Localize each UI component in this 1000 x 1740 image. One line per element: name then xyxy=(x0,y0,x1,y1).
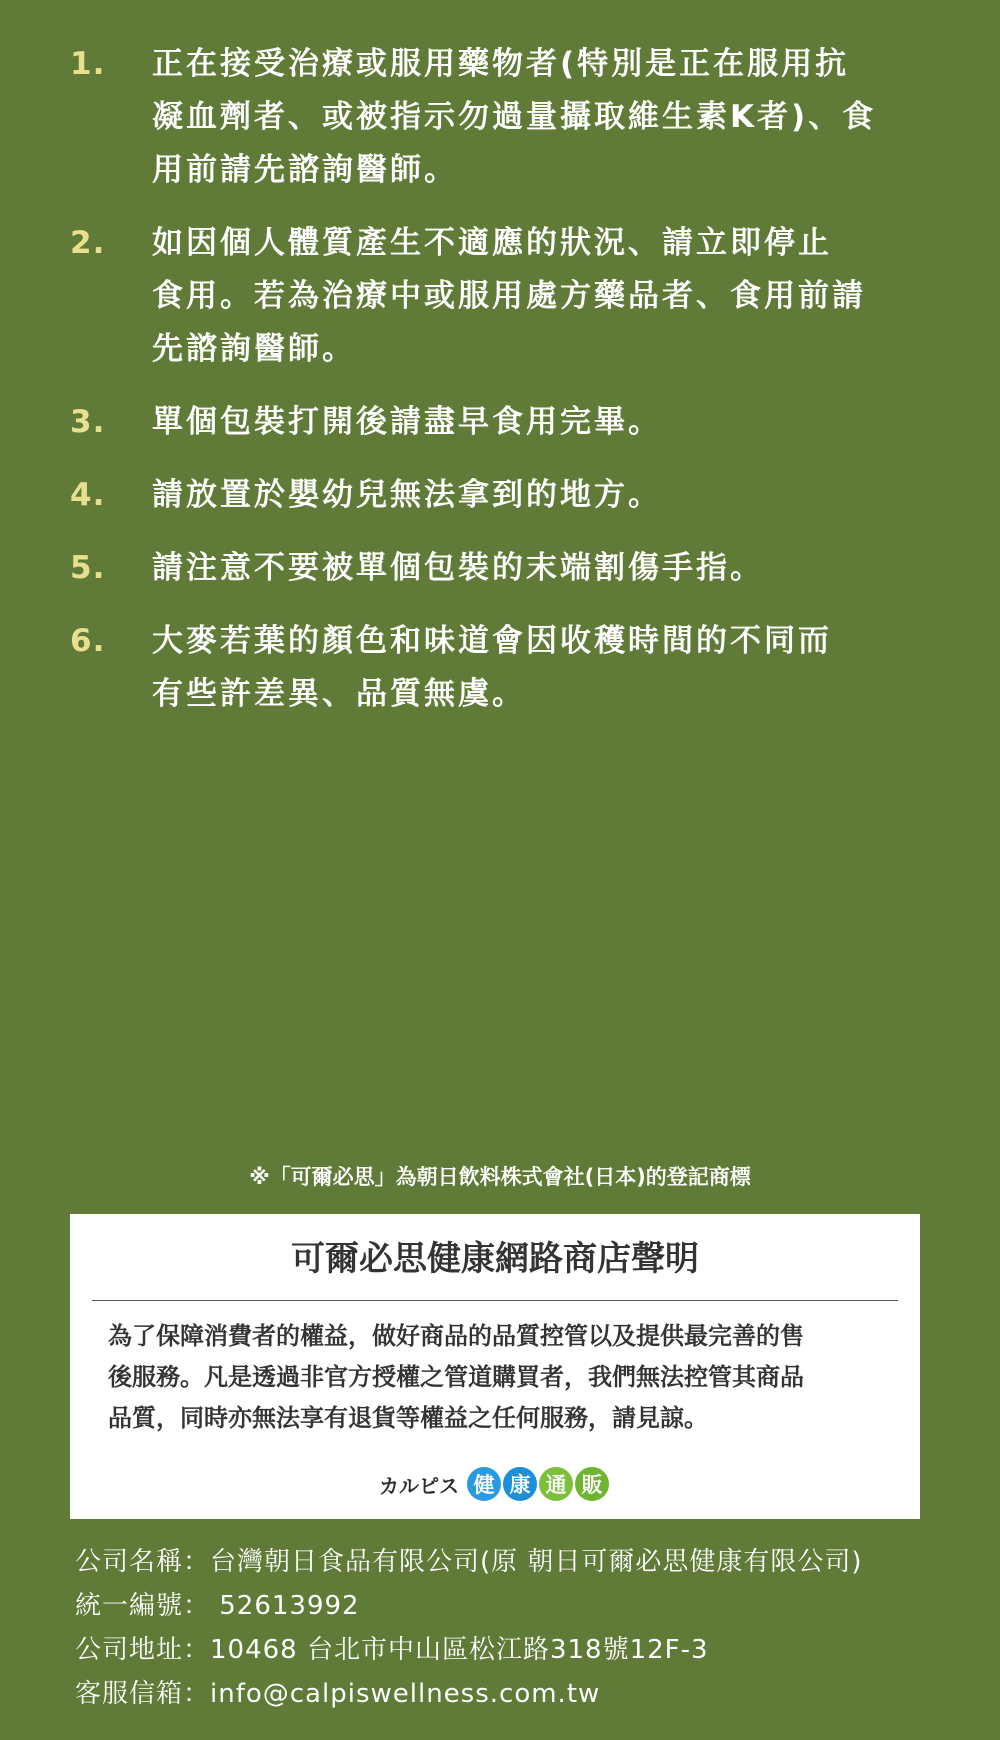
company-name: 公司名稱：台灣朝日食品有限公司(原 朝日可爾必思健康有限公司) xyxy=(75,1547,863,1577)
precaution-text: 正在接受治療或服用藥物者(特別是正在服用抗 凝血劑者、或被指示勿過量攝取維生素K者)、食 用前請先諮詢醫師。 xyxy=(152,46,877,188)
precaution-number: 1. xyxy=(70,46,106,82)
brand-logo-name: カルピス xyxy=(379,1473,459,1498)
precaution-text: 請放置於嬰幼兒無法拿到的地方。 xyxy=(152,477,662,513)
precaution-item xyxy=(70,615,930,721)
precaution-number: 3. xyxy=(70,404,106,440)
tax-id: 統一編號： 52613992 xyxy=(75,1591,360,1621)
brand-logo-char: 健 xyxy=(465,1465,503,1503)
precaution-number: 4. xyxy=(70,477,106,513)
precaution-text: 大麥若葉的顏色和味道會因收穫時間的不同而 有些許差異、品質無虞。 xyxy=(152,623,832,712)
precaution-number: 6. xyxy=(70,623,106,659)
brand-logo-char: 通 xyxy=(537,1465,575,1503)
support-email[interactable]: 客服信箱：info@calpiswellness.com.tw xyxy=(75,1679,601,1709)
precaution-text: 請注意不要被單個包裝的末端割傷手指。 xyxy=(152,550,764,586)
trademark-notice: ※「可爾必思」為朝日飲料株式會社(日本)的登記商標 xyxy=(249,1165,751,1189)
precaution-item xyxy=(70,217,930,376)
statement-body: 為了保障消費者的權益，做好商品的品質控管以及提供最完善的售 後服務。凡是透過非官方授權之管道購買者，我們無法控管其商品 品質，同時亦無法享有退貨等權益之任何服務，請見諒。 xyxy=(108,1321,804,1432)
brand-logo-char: 康 xyxy=(501,1465,539,1503)
online-store-statement xyxy=(70,1214,920,1519)
statement-title: 可爾必思健康網路商店聲明 xyxy=(92,1238,898,1301)
precautions-list xyxy=(70,38,930,741)
precaution-number: 5. xyxy=(70,550,106,586)
precaution-text: 單個包裝打開後請盡早食用完畢。 xyxy=(152,404,662,440)
brand-logo-char: 販 xyxy=(573,1465,611,1503)
precaution-item xyxy=(70,396,930,449)
precaution-item xyxy=(70,469,930,522)
precaution-item xyxy=(70,38,930,197)
precaution-number: 2. xyxy=(70,225,106,261)
brand-logo xyxy=(70,1465,920,1503)
precaution-item xyxy=(70,542,930,595)
company-info xyxy=(75,1540,863,1716)
precaution-text: 如因個人體質產生不適應的狀況、請立即停止 食用。若為治療中或服用處方藥品者、食用前請 先諮詢醫師。 xyxy=(152,225,866,367)
company-address: 公司地址：10468 台北市中山區松江路318號12F-3 xyxy=(75,1635,709,1665)
